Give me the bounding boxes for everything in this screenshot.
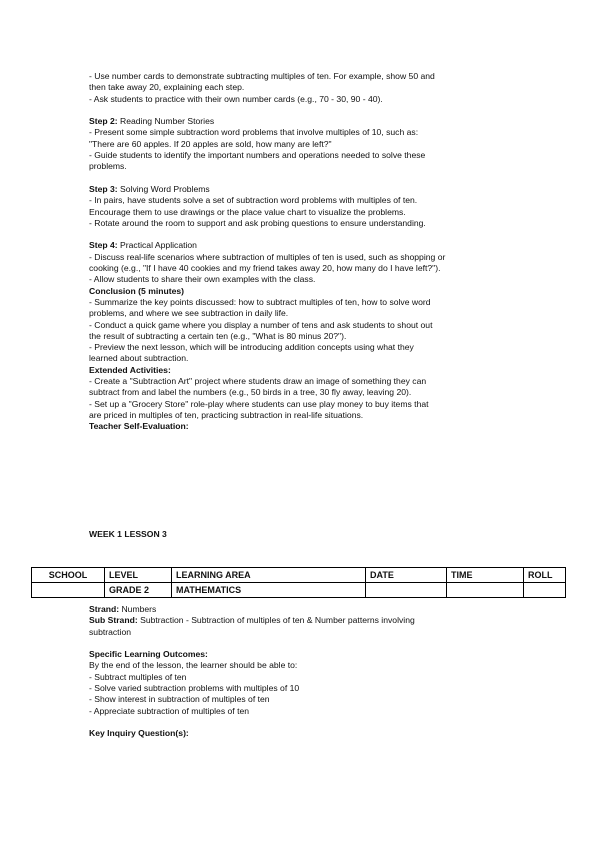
intro-line: then take away 20, explaining each step. — [89, 82, 245, 93]
header-learning-area: LEARNING AREA — [172, 568, 366, 583]
step-2-line: "There are 60 apples. If 20 apples are sold, how many are left?" — [89, 138, 332, 149]
cell-date — [366, 583, 447, 598]
step-4-title: Practical Application — [117, 240, 197, 251]
step-4-line: cooking (e.g., "If I have 40 cookies and my friend takes away 20, how many do I have left?"). — [89, 263, 441, 274]
sub-strand-value: Subtraction - Subtraction of multiples of ten & Number patterns involving — [137, 615, 415, 626]
sub-strand-line — [89, 615, 509, 626]
step-3-title: Solving Word Problems — [117, 183, 210, 194]
extended-line: - Create a "Subtraction Art" project where students draw an image of something they can — [89, 376, 427, 387]
conclusion-line: - Summarize the key points discussed: how to subtract multiples of ten, how to solve word — [89, 296, 431, 307]
lesson-steps-section — [89, 71, 509, 433]
step-2-line: problems. — [89, 161, 127, 172]
step-4-label: Step 4: — [89, 240, 118, 251]
cell-level: GRADE 2 — [105, 583, 172, 598]
key-inquiry-text: Key Inquiry Question(s): — [89, 728, 189, 739]
step-2-line: - Present some simple subtraction word problems that involve multiples of 10, such as: — [89, 127, 419, 138]
step-2-heading — [89, 116, 509, 127]
conclusion-heading — [89, 286, 509, 297]
intro-line: - Ask students to practice with their own number cards (e.g., 70 - 30, 90 - 40). — [89, 93, 383, 104]
strand-value: Numbers — [119, 604, 157, 614]
strand-line — [89, 604, 509, 615]
intro-line: - Use number cards to demonstrate subtracting multiples of ten. For example, show 50 and — [89, 71, 435, 81]
lesson-info-table — [31, 567, 566, 598]
extended-line: subtract from and label the numbers (e.g., 50 birds in a tree, 30 fly away, leaving 20). — [89, 387, 412, 398]
step-4-line: - Discuss real-life scenarios where subtraction of multiples of ten is used, such as shopping or — [89, 251, 446, 262]
week-lesson-title: WEEK 1 LESSON 3 — [89, 529, 167, 539]
extended-heading — [89, 365, 509, 376]
step-3-line: - Rotate around the room to support and ask probing questions to ensure understanding. — [89, 217, 426, 228]
step-2-title: Reading Number Stories — [117, 116, 215, 127]
outcome-line: - Appreciate subtraction of multiples of ten — [89, 705, 250, 716]
cell-school — [32, 583, 105, 598]
step-3-heading — [89, 184, 509, 195]
extended-line: are priced in multiples of ten, practicing subtraction in real-life situations. — [89, 409, 364, 420]
step-3-label: Step 3: — [89, 183, 118, 194]
key-inquiry-heading — [89, 728, 509, 739]
sub-strand-line-2: subtraction — [89, 626, 132, 637]
table-header-row — [32, 568, 566, 583]
extended-heading-text: Extended Activities: — [89, 364, 171, 375]
conclusion-line: - Preview the next lesson, which will be introducing addition concepts using what they — [89, 342, 414, 353]
conclusion-heading-text: Conclusion (5 minutes) — [89, 285, 185, 296]
cell-time — [447, 583, 524, 598]
conclusion-line: problems, and where we see subtraction in daily life. — [89, 308, 289, 319]
outcome-line: - Solve varied subtraction problems with multiples of 10 — [89, 683, 300, 694]
self-evaluation-text: Teacher Self-Evaluation: — [89, 421, 189, 432]
header-date: DATE — [366, 568, 447, 583]
outcome-line: - Subtract multiples of ten — [89, 671, 187, 682]
header-level: LEVEL — [105, 568, 172, 583]
step-3-line: - In pairs, have students solve a set of subtraction word problems with multiples of ten. — [89, 195, 418, 206]
conclusion-line: - Conduct a quick game where you display a number of tens and ask students to shout out — [89, 319, 433, 330]
step-4-line: - Allow students to share their own examples with the class. — [89, 274, 316, 285]
header-school: SCHOOL — [32, 568, 105, 583]
conclusion-line: learned about subtraction. — [89, 353, 189, 364]
table-row — [32, 583, 566, 598]
header-roll: ROLL — [524, 568, 566, 583]
cell-learning-area: MATHEMATICS — [172, 583, 366, 598]
header-time: TIME — [447, 568, 524, 583]
outcome-line: - Show interest in subtraction of multiples of ten — [89, 694, 270, 705]
self-evaluation-heading — [89, 421, 509, 432]
sub-strand-label: Sub Strand: — [89, 615, 138, 626]
lesson-details-section — [89, 604, 509, 740]
step-2-line: - Guide students to identify the important numbers and operations needed to solve these — [89, 150, 426, 161]
outcomes-heading — [89, 649, 509, 660]
conclusion-line: the result of subtracting a certain ten (e.g., "What is 80 minus 20?"). — [89, 330, 347, 341]
outcome-line: By the end of the lesson, the learner should be able to: — [89, 660, 298, 671]
extended-line: - Set up a "Grocery Store" role-play where students can use play money to buy items that — [89, 398, 429, 409]
step-3-line: Encourage them to use drawings or the place value chart to visualize the problems. — [89, 206, 406, 217]
strand-label: Strand: — [89, 604, 120, 614]
cell-roll — [524, 583, 566, 598]
step-4-heading — [89, 240, 509, 251]
step-2-label: Step 2: — [89, 116, 118, 127]
outcomes-heading-text: Specific Learning Outcomes: — [89, 649, 208, 660]
